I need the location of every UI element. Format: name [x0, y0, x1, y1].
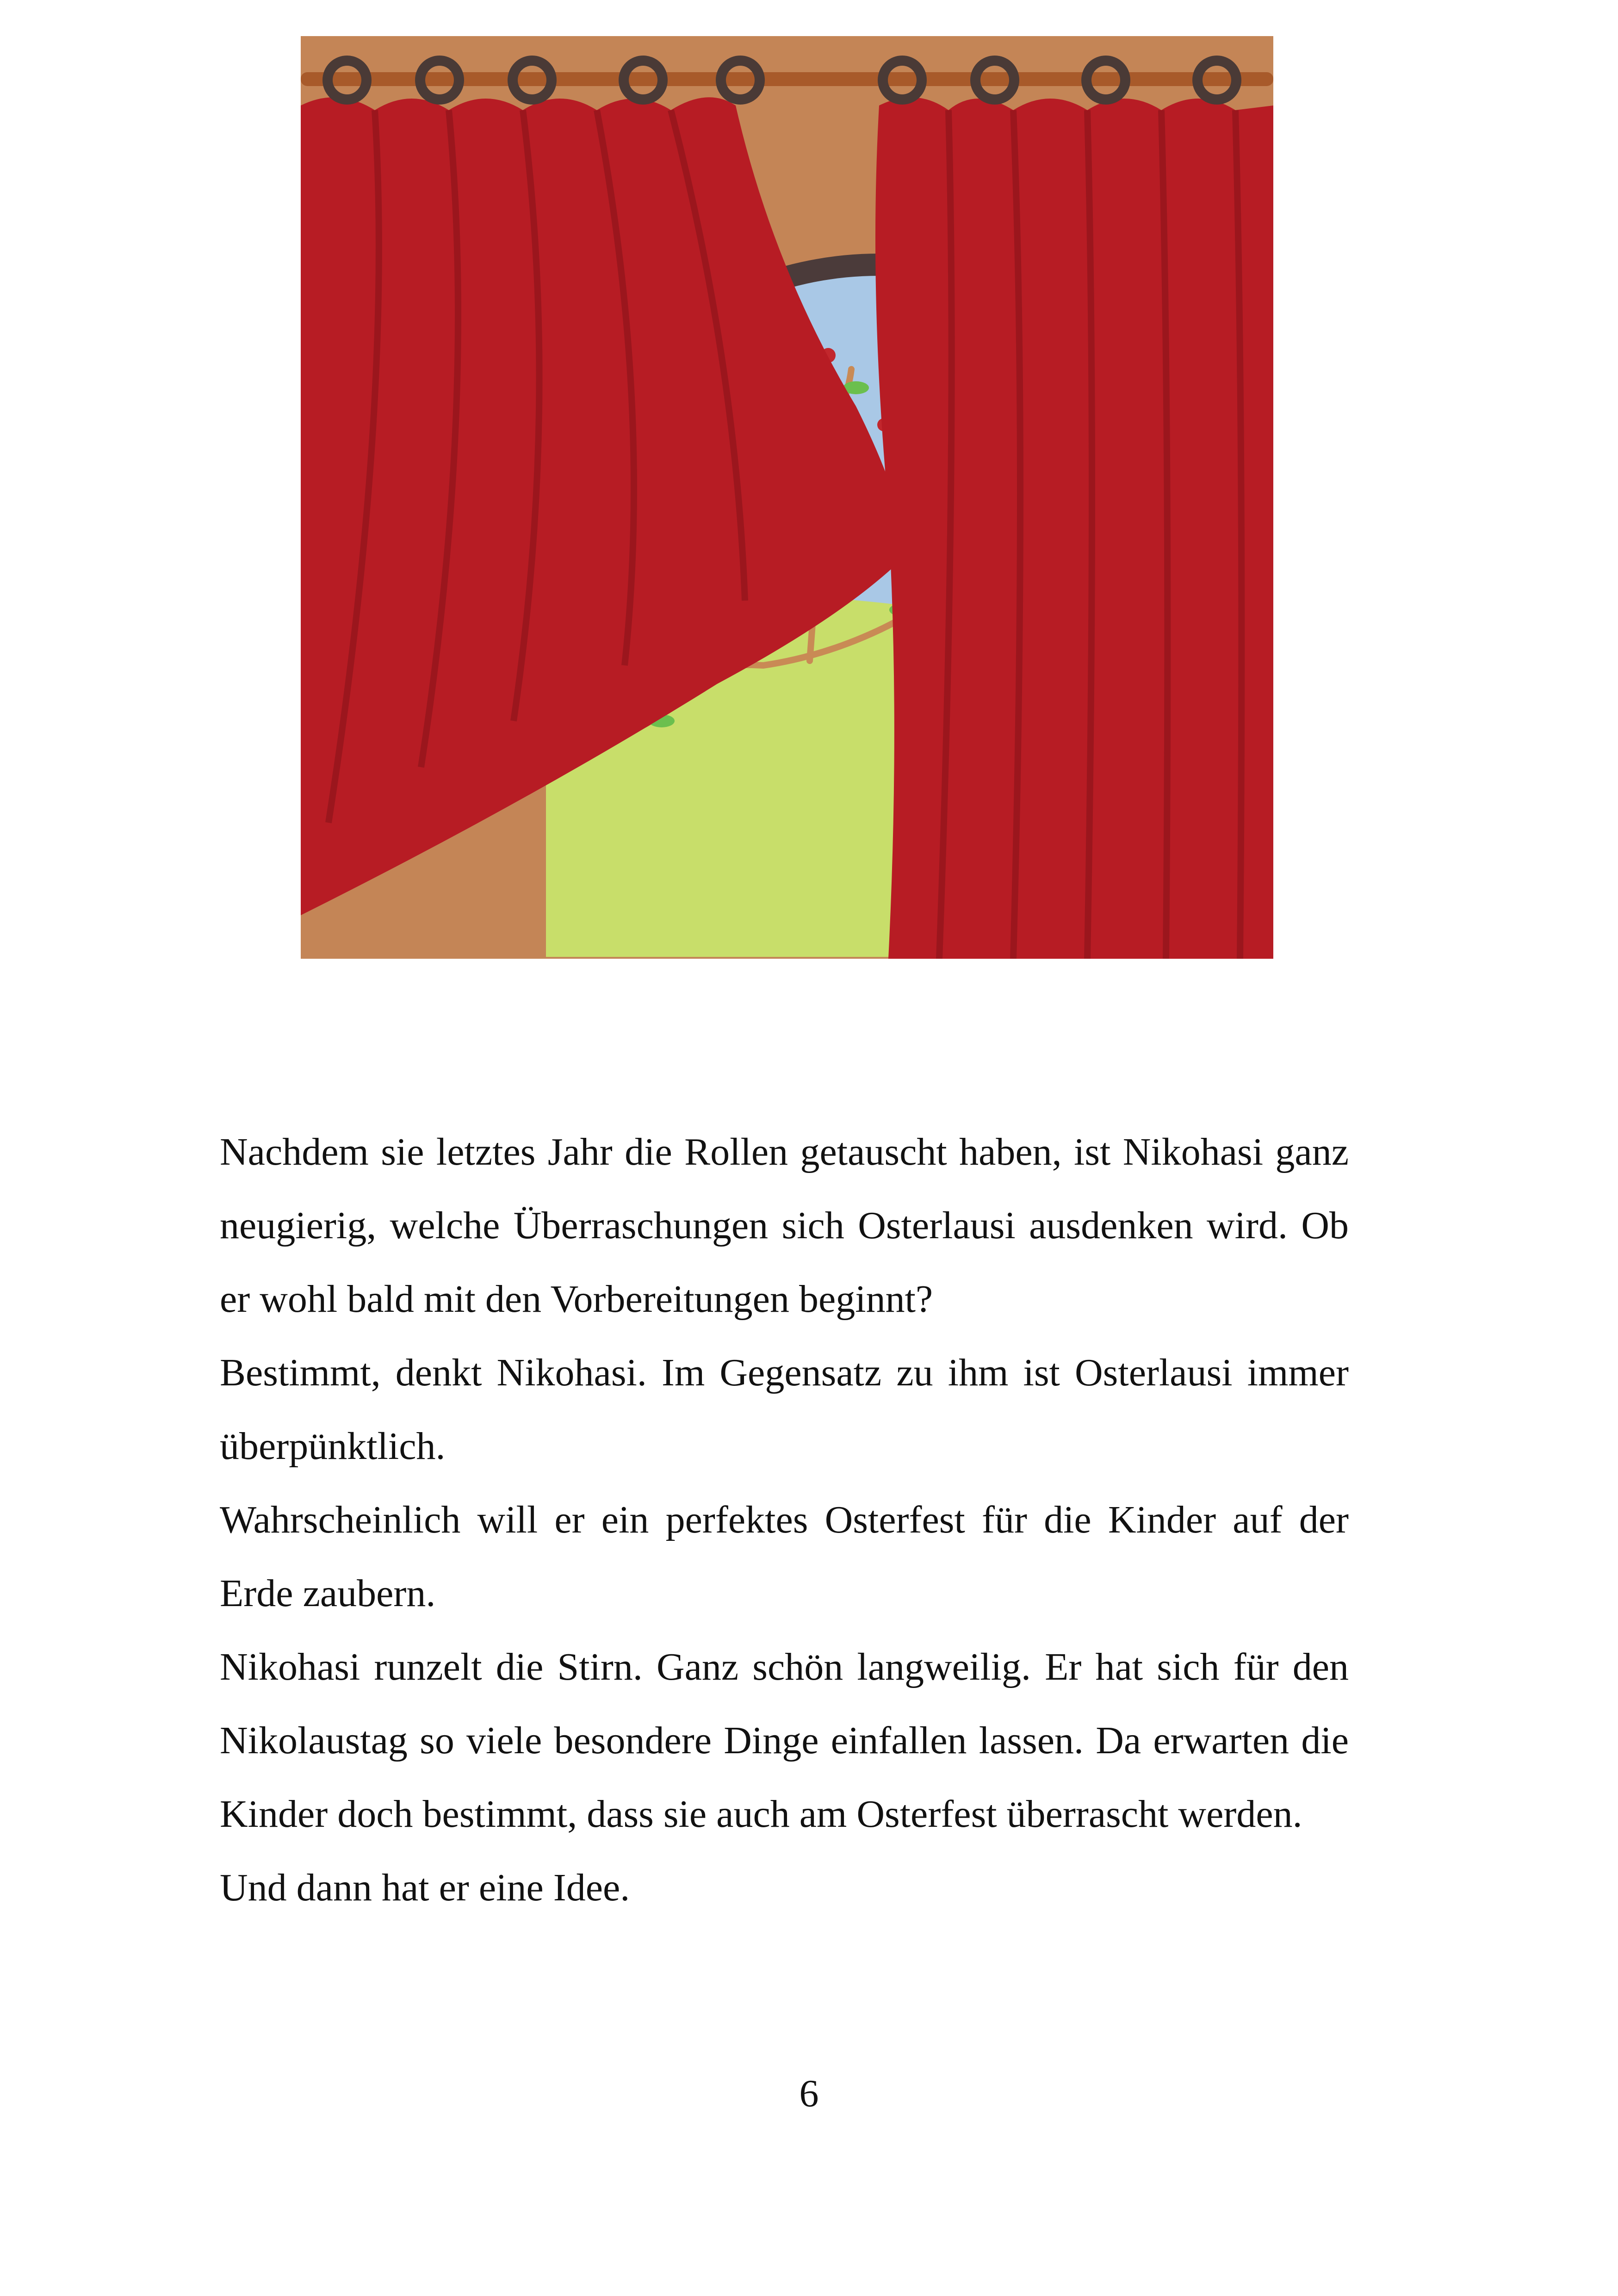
curtain-window-drawing	[301, 36, 1273, 959]
paragraph: Und dann hat er eine Idee.	[220, 1866, 630, 1909]
story-illustration	[301, 36, 1273, 959]
paragraph: Bestimmt, denkt Nikohasi. Im Gegensatz zu ihm ist Osterlausi immer überpünktlich.	[220, 1351, 1349, 1468]
story-text	[220, 1115, 1349, 1924]
paragraph: Nachdem sie letztes Jahr die Rollen getauscht haben, ist Nikohasi ganz neugierig, welche Überraschungen sich Osterlausi ausdenken wird. Ob er wohl bald mit den Vorbereitungen beginnt?	[220, 1130, 1349, 1321]
page-number: 6	[799, 2072, 819, 2115]
paragraph: Nikohasi runzelt die Stirn. Ganz schön langweilig. Er hat sich für den Nikolaustag so viele besondere Dinge einfallen lassen. Da erwarten die Kinder doch bestimmt, dass sie auch am Osterfest überrascht werden.	[220, 1645, 1349, 1836]
curtain-right-icon	[875, 97, 1273, 959]
paragraph: Wahrscheinlich will er ein perfektes Osterfest für die Kinder auf der Erde zaubern.	[220, 1498, 1349, 1615]
